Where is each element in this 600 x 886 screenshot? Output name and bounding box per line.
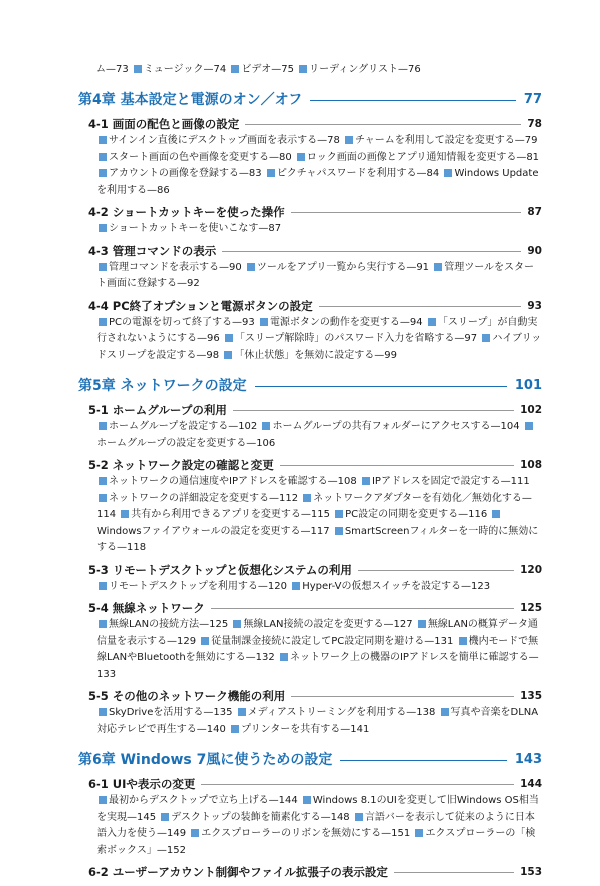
- list-item: [159, 812, 349, 823]
- list-item-text: Windows 8.1のUIを変更して旧Windows OS相当を実現—145: [97, 795, 539, 823]
- section-heading: [88, 688, 542, 705]
- bullet-square-icon: [303, 494, 311, 502]
- bullet-square-icon: [492, 510, 500, 518]
- leader-rule: [280, 465, 514, 466]
- list-item-text: スタート画面の色や画像を変更する—80: [109, 151, 292, 163]
- list-item: [97, 421, 257, 432]
- section-block: [78, 776, 542, 859]
- bullet-square-icon: [335, 527, 343, 535]
- section-items: [97, 705, 542, 738]
- bullet-square-icon: [99, 224, 107, 232]
- table-of-contents: [78, 62, 542, 886]
- chapter-page-number: 77: [523, 92, 542, 107]
- list-item: [333, 509, 487, 520]
- section-title: 6-2 ユーザーアカウント制御やファイル拡張子の表示設定: [88, 865, 388, 879]
- bullet-square-icon: [238, 708, 246, 716]
- bullet-square-icon: [260, 318, 268, 326]
- list-item-text: 管理ツールをスタート画面に登録する—92: [97, 261, 535, 289]
- bullet-square-icon: [99, 169, 107, 177]
- chapter-heading: [78, 750, 542, 770]
- section-items: [97, 133, 542, 199]
- bullet-square-icon: [434, 263, 442, 271]
- list-item: [236, 707, 436, 718]
- section-title: 5-3 リモートデスクトップと仮想化システムの利用: [88, 562, 352, 577]
- list-item-text: 無線LANの概算データ通信量を表示する—129: [97, 619, 538, 647]
- bullet-square-icon: [231, 65, 239, 73]
- list-item-text: ホームグループの共有フォルダーにアクセスする—104: [272, 421, 520, 432]
- list-item-text: ホームグループの設定を変更する—106: [97, 437, 276, 449]
- list-item-text: ネットワークアダプターを有効化／無効化する—114: [97, 492, 532, 520]
- list-item-text: PCの電源を切って終了する—93: [109, 316, 255, 328]
- section-page-number: 102: [520, 404, 542, 416]
- list-item-text: SkyDriveを活用する—135: [109, 707, 233, 718]
- list-item-text: リモートデスクトップを利用する—120: [109, 580, 287, 592]
- section-block: [78, 562, 542, 596]
- bullet-square-icon: [415, 829, 423, 837]
- bullet-square-icon: [428, 318, 436, 326]
- section-heading: [88, 204, 542, 221]
- list-item-text: IPアドレスを固定で設定する—111: [371, 476, 530, 487]
- section-items: [97, 419, 542, 452]
- bullet-square-icon: [459, 637, 467, 645]
- leader-rule: [310, 100, 516, 101]
- section-heading: [88, 776, 542, 793]
- section-block: [78, 688, 542, 738]
- bullet-square-icon: [99, 796, 107, 804]
- list-item-text: チャームを利用して設定を変更する—79: [355, 135, 538, 146]
- chapter-title: 第4章 基本設定と電源のオン／オフ: [78, 92, 303, 108]
- list-item: [97, 619, 228, 630]
- leader-rule: [233, 410, 514, 411]
- section-page-number: 108: [520, 459, 542, 471]
- section-page-number: 153: [520, 866, 542, 878]
- list-item: [245, 262, 429, 273]
- section-block: [78, 298, 542, 365]
- section-title: 5-5 その他のネットワーク機能の利用: [88, 689, 286, 703]
- continuation-item-3: リーディングリスト—76: [297, 64, 421, 75]
- bullet-square-icon: [231, 725, 239, 733]
- section-page-number: 144: [520, 778, 542, 790]
- list-item: [231, 619, 412, 630]
- list-item: [97, 135, 340, 146]
- bullet-square-icon: [280, 653, 288, 661]
- list-item-text: 電源ボタンの動作を変更する—94: [269, 316, 423, 328]
- section-heading: [88, 864, 542, 881]
- bullet-square-icon: [345, 136, 353, 144]
- list-item-text: エクスプローラーのリボンを無効にする—151: [201, 828, 411, 839]
- list-item-text: ピクチャパスワードを利用する—84: [276, 168, 440, 179]
- list-item: [258, 317, 423, 328]
- list-item-text: 無線LAN接続の設定を変更する—127: [243, 619, 413, 630]
- bullet-square-icon: [362, 477, 370, 485]
- leader-rule: [291, 696, 514, 697]
- section-page-number: 125: [520, 602, 542, 614]
- list-item-text: ネットワーク上の機器のIPアドレスを簡単に確認する—133: [97, 652, 539, 680]
- section-page-number: 90: [527, 244, 542, 257]
- list-item-text: ロック画面の画像とアプリ通知情報を変更する—81: [306, 151, 540, 163]
- list-item: [97, 795, 298, 806]
- list-item-text: Hyper-Vの仮想スイッチを設定する—123: [302, 580, 491, 592]
- section-heading: [88, 116, 542, 133]
- section-items: [97, 579, 542, 596]
- list-item: [229, 724, 369, 735]
- list-item-text: アカウントの画像を登録する—83: [109, 168, 262, 179]
- list-item-text: Windows Updateを利用する—86: [97, 168, 539, 196]
- list-item-text: 「スリープ解除時」のパスワード入力を省略する—97: [234, 333, 478, 344]
- bullet-square-icon: [224, 351, 232, 359]
- chapter-title: 第6章 Windows 7風に使うための設定: [78, 752, 333, 768]
- section-items: [97, 474, 542, 557]
- section-page-number: 87: [527, 206, 542, 218]
- leader-rule: [358, 570, 514, 571]
- chapter-title: 第5章 ネットワークの設定: [78, 378, 247, 394]
- bullet-square-icon: [303, 796, 311, 804]
- section-block: [78, 243, 542, 293]
- leader-rule: [291, 212, 522, 213]
- section-items: [97, 260, 542, 293]
- list-item-text: 言語バーを表示して従来のように日本語入力を使う—149: [97, 811, 535, 839]
- bullet-square-icon: [201, 637, 209, 645]
- bullet-square-icon: [299, 65, 307, 73]
- list-item: [295, 152, 539, 163]
- bullet-square-icon: [262, 422, 270, 430]
- list-item-text: ネットワークの詳細設定を変更する—112: [109, 492, 299, 504]
- list-item: [97, 223, 281, 234]
- bullet-square-icon: [161, 813, 169, 821]
- section-heading: [88, 562, 542, 579]
- bullet-square-icon: [267, 169, 275, 177]
- section-page-number: 78: [527, 118, 542, 130]
- list-item-text: ハイブリッドスリープを設定する—98: [97, 333, 542, 361]
- list-item-text: 機内モードで無線LANやBluetoothを無効にする—132: [97, 635, 539, 663]
- section-block: [78, 864, 542, 881]
- list-item-text: ショートカットキーを使いこなす—87: [109, 223, 282, 234]
- bullet-square-icon: [191, 829, 199, 837]
- list-item-text: 「休止状態」を無効に設定する—99: [234, 349, 398, 361]
- chapter-heading: [78, 376, 542, 396]
- leader-rule: [394, 872, 514, 873]
- bullet-square-icon: [99, 494, 107, 502]
- bullet-square-icon: [225, 334, 233, 342]
- bullet-square-icon: [99, 708, 107, 716]
- section-block: [78, 600, 542, 683]
- section-items: [97, 793, 542, 859]
- continuation-item-0: ム—73: [96, 64, 129, 75]
- section-title: 5-2 ネットワーク設定の確認と変更: [88, 458, 274, 472]
- list-item-text: 共有から利用できるアプリを変更する—115: [131, 509, 330, 520]
- bullet-square-icon: [525, 422, 533, 430]
- bullet-square-icon: [418, 620, 426, 628]
- list-item: [265, 168, 439, 179]
- list-item-text: メディアストリーミングを利用する—138: [247, 707, 436, 718]
- list-item-text: サインイン直後にデスクトップ画面を表示する—78: [109, 135, 340, 146]
- list-item: [223, 333, 477, 344]
- list-item-text: 写真や音楽をDLNA対応テレビで再生する—140: [97, 707, 539, 735]
- continuation-item-2: ビデオ—75: [229, 64, 294, 75]
- list-item-text: 「スリープ」が自動実行されないようにする—96: [97, 316, 538, 344]
- bullet-square-icon: [482, 334, 490, 342]
- section-title: 5-4 無線ネットワーク: [88, 601, 205, 615]
- list-item: [222, 350, 397, 361]
- list-item-text: ツールをアプリ一覧から実行する—91: [256, 261, 430, 273]
- bullet-square-icon: [441, 708, 449, 716]
- leader-rule: [245, 124, 521, 125]
- list-item: [290, 581, 490, 592]
- section-heading: [88, 457, 542, 474]
- bullet-square-icon: [99, 582, 107, 590]
- bullet-square-icon: [99, 136, 107, 144]
- leader-rule: [255, 386, 507, 387]
- list-item-text: デスクトップの装飾を簡素化する—148: [171, 811, 350, 823]
- section-title: 4-3 管理コマンドの表示: [88, 243, 217, 258]
- list-item: [97, 707, 232, 718]
- list-item: [189, 828, 410, 839]
- section-block: [78, 457, 542, 557]
- list-item-text: エクスプローラーの「検索ボックス」—152: [97, 828, 536, 856]
- section-heading: [88, 298, 542, 315]
- section-title: 4-2 ショートカットキーを使った操作: [88, 205, 285, 219]
- section-title: 4-4 PC終了オプションと電源ボタンの設定: [88, 298, 313, 313]
- chapter-heading: [78, 90, 542, 110]
- list-item-text: 無線LANの接続方法—125: [109, 619, 229, 630]
- section-heading: [88, 600, 542, 617]
- chapter-page-number: 143: [514, 752, 542, 767]
- list-item: [360, 476, 530, 487]
- bullet-square-icon: [134, 65, 142, 73]
- bullet-square-icon: [355, 813, 363, 821]
- list-item-text: PC設定の同期を変更する—116: [345, 509, 488, 520]
- section-title: 6-1 UIや表示の変更: [88, 777, 196, 791]
- list-item-text: SmartScreenフィルターを一時的に無効にする—118: [97, 525, 539, 553]
- section-block: [78, 402, 542, 452]
- bullet-square-icon: [247, 263, 255, 271]
- bullet-square-icon: [99, 620, 107, 628]
- section-heading: [88, 243, 542, 260]
- leader-rule: [211, 608, 514, 609]
- list-item-text: 従量制課金接続に設定してPC設定同期を避ける—131: [211, 635, 454, 647]
- list-item-text: ホームグループを設定する—102: [109, 421, 258, 432]
- section-items: [97, 617, 542, 683]
- bullet-square-icon: [444, 169, 452, 177]
- bullet-square-icon: [335, 510, 343, 518]
- leader-rule: [201, 784, 514, 785]
- bullet-square-icon: [99, 318, 107, 326]
- section-title: 5-1 ホームグループの利用: [88, 403, 227, 417]
- list-item: [97, 262, 242, 273]
- section-items: [97, 221, 542, 238]
- bullet-square-icon: [99, 477, 107, 485]
- section-page-number: 120: [520, 563, 542, 576]
- list-item: [119, 509, 330, 520]
- list-item: [97, 317, 255, 328]
- list-item-text: Windowsファイアウォールの設定を変更する—117: [97, 525, 330, 537]
- bullet-square-icon: [99, 422, 107, 430]
- list-item-text: プリンターを共有する—141: [241, 723, 370, 735]
- section-heading: [88, 402, 542, 419]
- leader-rule: [340, 760, 507, 761]
- list-item-text: ネットワークの通信速度やIPアドレスを確認する—108: [109, 476, 357, 487]
- list-item: [97, 493, 298, 504]
- list-item-text: 最初からデスクトップで立ち上げる—144: [109, 795, 298, 806]
- section-page-number: 93: [527, 299, 542, 312]
- bullet-square-icon: [121, 510, 129, 518]
- list-item: [97, 168, 262, 179]
- section-page-number: 135: [520, 690, 542, 702]
- bullet-square-icon: [99, 263, 107, 271]
- list-item: [97, 476, 357, 487]
- bullet-square-icon: [292, 582, 300, 590]
- chapter-list: [78, 90, 542, 881]
- bullet-square-icon: [297, 153, 305, 161]
- continuation-line: [96, 62, 542, 78]
- list-item: [343, 135, 537, 146]
- bullet-square-icon: [99, 153, 107, 161]
- section-items: [97, 315, 542, 365]
- section-block: [78, 116, 542, 199]
- section-block: [78, 204, 542, 238]
- list-item-text: 管理コマンドを表示する—90: [109, 261, 242, 273]
- bullet-square-icon: [233, 620, 241, 628]
- chapter-page-number: 101: [514, 378, 542, 393]
- leader-rule: [319, 306, 522, 307]
- list-item: [97, 152, 292, 163]
- continuation-item-1: ミュージック—74: [132, 64, 226, 75]
- section-title: 4-1 画面の配色と画像の設定: [88, 117, 240, 131]
- list-item: [199, 636, 453, 647]
- list-item: [260, 421, 519, 432]
- leader-rule: [222, 251, 521, 252]
- list-item: [97, 581, 287, 592]
